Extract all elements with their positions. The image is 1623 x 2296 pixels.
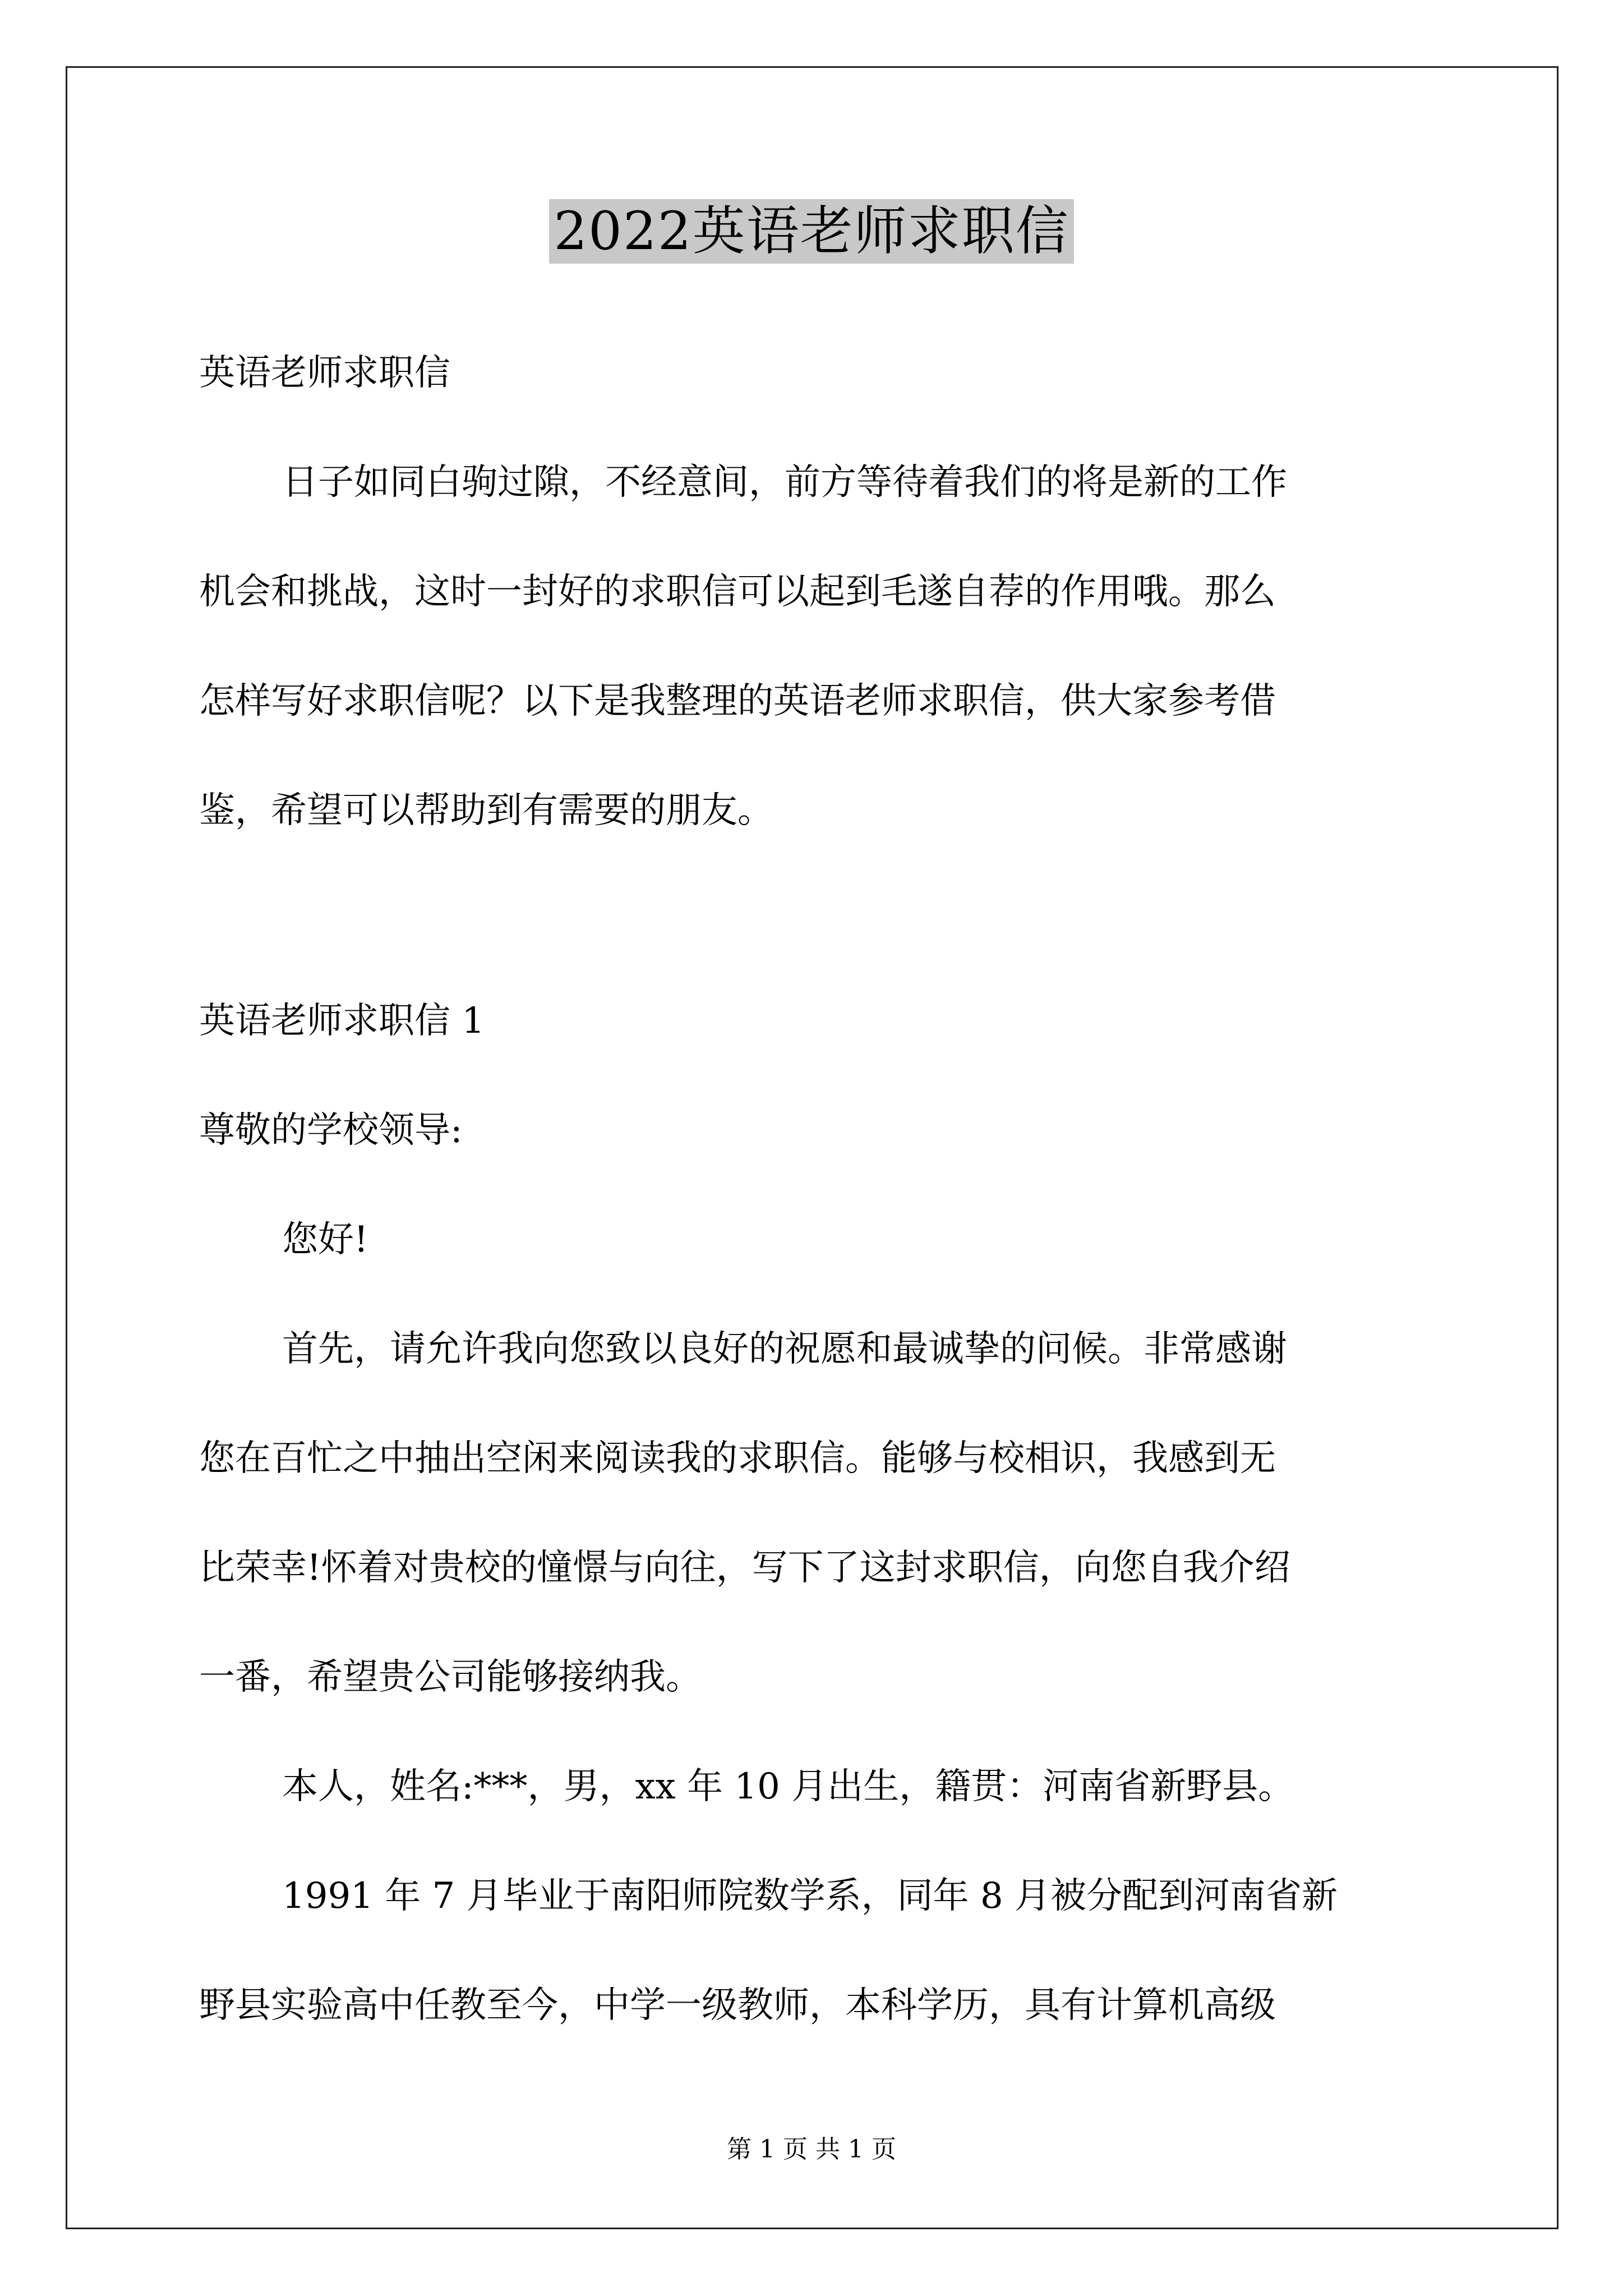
intro-line: 机会和挑战，这时一封好的求职信可以起到毛遂自荐的作用哦。那么 xyxy=(199,571,1276,613)
paragraph-line: 1991 年 7 月毕业于南阳师院数学系，同年 8 月被分配到河南省新 xyxy=(282,1875,1338,1917)
document-title: 2022英语老师求职信 xyxy=(549,199,1073,264)
page-footer: 第 1 页 共 1 页 xyxy=(727,2135,896,2164)
intro-line: 鉴，希望可以帮助到有需要的朋友。 xyxy=(199,790,773,831)
greeting: 您好! xyxy=(282,1219,368,1260)
subtitle: 英语老师求职信 xyxy=(199,352,450,394)
intro-line: 怎样写好求职信呢？以下是我整理的英语老师求职信，供大家参考借 xyxy=(199,680,1276,722)
salutation: 尊敬的学校领导: xyxy=(199,1110,463,1151)
paragraph-line: 比荣幸!怀着对贵校的憧憬与向往，写下了这封求职信，向您自我介绍 xyxy=(199,1547,1290,1589)
paragraph-line: 您在百忙之中抽出空闲来阅读我的求职信。能够与校相识，我感到无 xyxy=(199,1438,1276,1479)
paragraph-line: 一番，希望贵公司能够接纳我。 xyxy=(199,1657,702,1698)
title-container xyxy=(0,199,1623,264)
paragraph-line: 本人，姓名:***，男，xx 年 10 月出生，籍贯：河南省新野县。 xyxy=(282,1766,1294,1807)
paragraph-line: 野县实验高中任教至今，中学一级教师，本科学历，具有计算机高级 xyxy=(199,1985,1276,2026)
intro-line: 日子如同白驹过隙，不经意间，前方等待着我们的将是新的工作 xyxy=(282,462,1287,503)
paragraph-line: 首先，请允许我向您致以良好的祝愿和最诚挚的问候。非常感谢 xyxy=(282,1328,1287,1370)
section-heading: 英语老师求职信 1 xyxy=(199,1000,485,1042)
